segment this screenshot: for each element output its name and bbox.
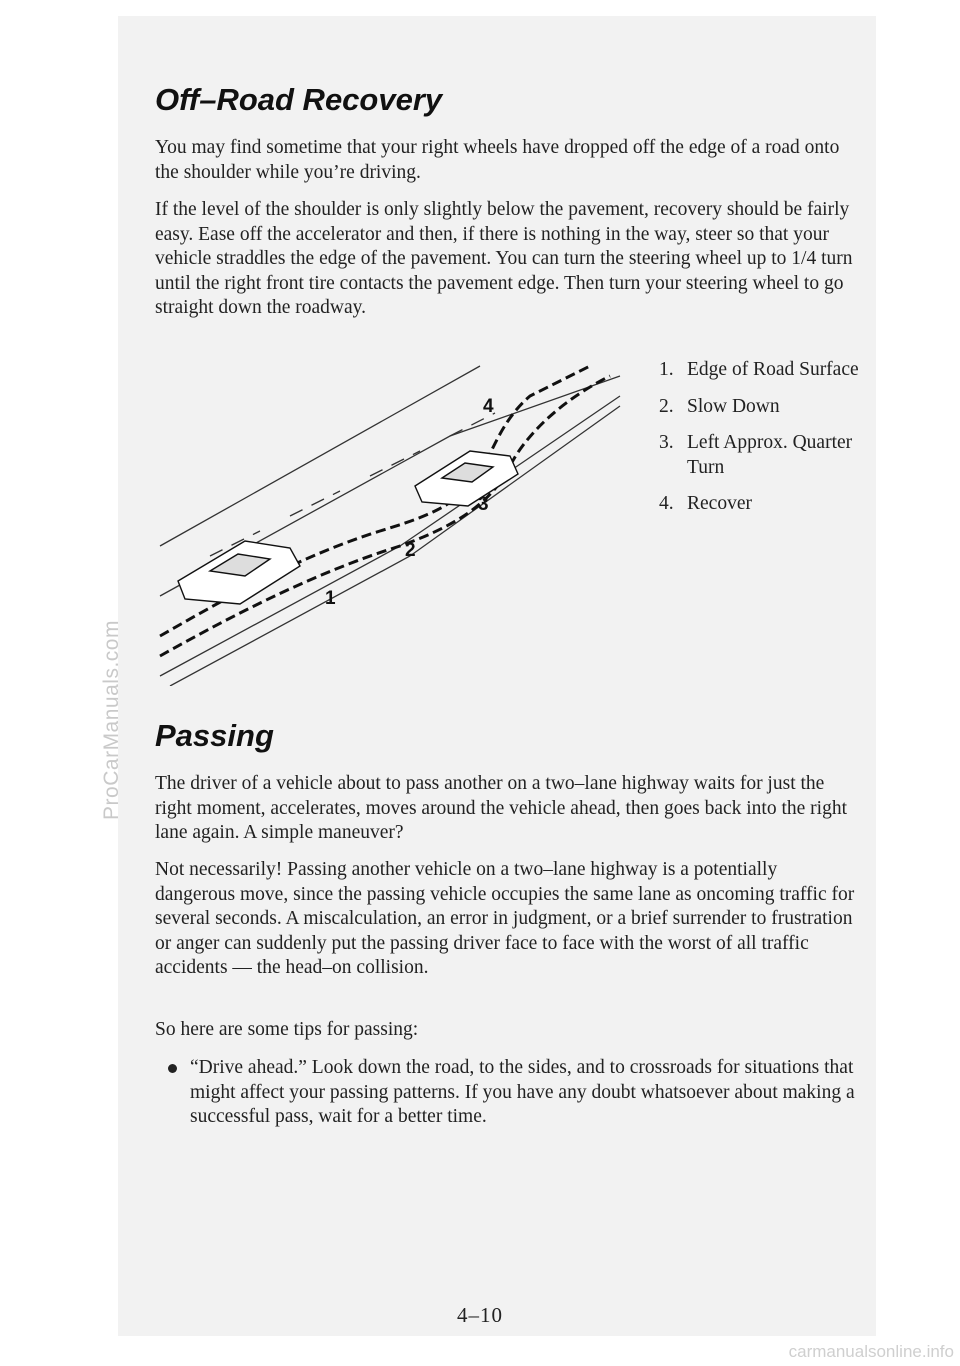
side-watermark: ProCarManuals.com (100, 620, 123, 820)
bullet-icon (168, 1064, 177, 1073)
diagram-callout-1: 1 (325, 588, 336, 609)
legend-item: 1. Edge of Road Surface (659, 359, 859, 380)
legend-item: 4. Recover (659, 493, 752, 515)
diagram-callout-3: 3 (478, 494, 489, 515)
car-shape (415, 451, 518, 506)
legend-item: 3. Left Approx. Quarter Turn (659, 432, 853, 478)
path-arrow (160, 376, 610, 656)
passing-paragraph-1: The driver of a vehicle about to pass another on a two–lane highway waits for just the right moment, accelerates, moves around the vehicle ahead, then goes back into the right lane again. A simple maneuver? (155, 773, 848, 844)
passing-tip-bullet: “Drive ahead.” Look down the road, to the sides, and to crossroads for situations that might affect your passing patterns. If you have any doubt whatsoever about making a successful pass, wait for a better time. (168, 1056, 868, 1130)
passing-heading: Passing (155, 718, 274, 753)
legend-item: 2. Slow Down (659, 395, 780, 417)
diagram-callout-4: 4 (483, 396, 494, 417)
bottom-watermark: carmanualsonline.info (788, 1342, 954, 1361)
diagram-legend (659, 358, 859, 529)
offroad-recovery-diagram (150, 356, 630, 686)
diagram-callout-2: 2 (405, 540, 416, 561)
road-edge-line (160, 366, 480, 546)
passing-paragraph-2: Not necessarily! Passing another vehicle on a two–lane highway is a potentially dangerous move, since the passing vehicle occupies the same lane as oncoming traffic for several seconds. A miscalculation, an error in judgment, or a brief surrender to frustration or anger can suddenly put the passing driver face to face with the worst of all traffic accidents — the head–on collision. (155, 859, 855, 979)
passing-paragraph-3: So here are some tips for passing: (155, 1019, 419, 1040)
offroad-paragraph-2: If the level of the shoulder is only slightly below the pavement, recovery should be fairly easy. Ease off the accelerator and then, if there is nothing in the way, steer so that your vehicle straddles the edge of the pavement. You can turn the steering wheel up to 1/4 turn until the right front tire contacts the pavement edge. Then turn your steering wheel to go straight down the roadway. (155, 199, 853, 319)
offroad-recovery-heading: Off–Road Recovery (155, 82, 443, 117)
car-shape (178, 541, 300, 604)
road-edge-line (160, 396, 620, 676)
page-number: 4–10 (457, 1303, 503, 1327)
offroad-paragraph-1: You may find sometime that your right wheels have dropped off the edge of a road onto the shoulder while you’re driving. (155, 137, 840, 183)
